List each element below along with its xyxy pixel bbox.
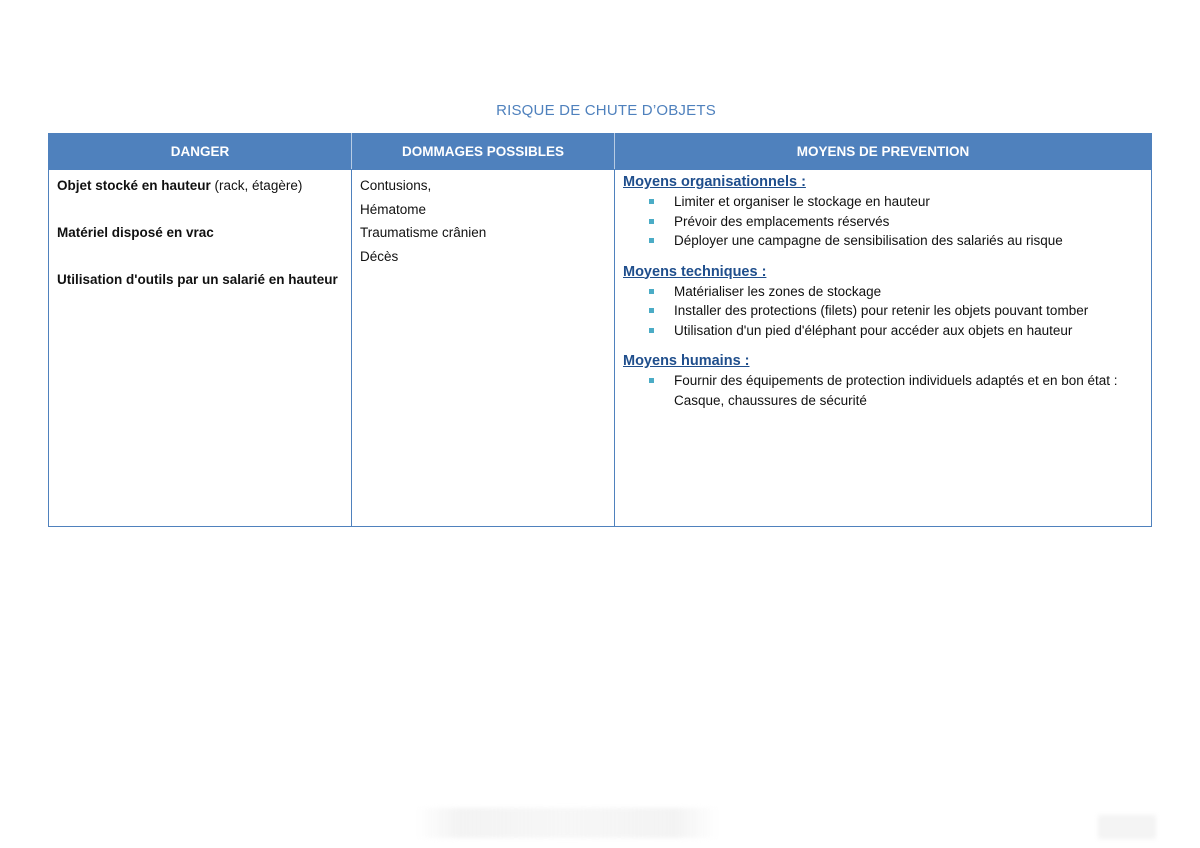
dommages-cell [352,170,615,527]
square-bullet-icon [649,328,654,333]
list-item [623,282,1143,302]
square-bullet-icon [649,289,654,294]
list-item-text: Utilisation d'un pied d'éléphant pour accéder aux objets en hauteur [674,322,1073,338]
danger-cell [49,170,352,527]
danger-item [57,270,343,289]
list-item [623,231,1143,251]
page-title: RISQUE DE CHUTE D’OBJETS [496,102,716,119]
danger-item [57,223,343,242]
bullet-list [623,192,1143,251]
header-moyens: MOYENS DE PREVENTION [615,134,1152,170]
table-row [49,170,1152,527]
section-title: Moyens humains : [623,353,750,369]
list-item-text: Fournir des équipements de protection individuels adaptés et en bon état : Casque, chaussures de sécurité [674,373,1118,408]
dommage-item: Hématome [360,201,427,217]
list-item-text: Matérialiser les zones de stockage [674,283,882,299]
square-bullet-icon [649,238,654,243]
list-item-text: Déployer une campagne de sensibilisation des salariés au risque [674,233,1063,248]
footer-smudge [415,808,720,838]
section-title: Moyens techniques : [623,263,767,280]
list-item-text: Prévoir des emplacements réservés [674,213,890,229]
list-item-text: Installer des protections (filets) pour retenir les objets pouvant tomber [674,303,1089,318]
list-item-text: Limiter et organiser le stockage en hauteur [674,194,930,209]
dommage-item: Contusions, [360,178,432,193]
section-humains [623,352,1143,410]
list-item [623,212,1143,232]
list-item [623,301,1143,321]
footer-smudge [1098,815,1156,839]
list-item [623,371,1143,410]
section-techniques [623,263,1143,341]
list-item [623,321,1143,341]
danger-item-bold: Matériel disposé en vrac [57,225,214,240]
danger-item-bold: Objet stocké en hauteur [57,178,211,193]
dommage-item: Traumatisme crânien [360,225,487,240]
risk-table [48,133,1152,527]
bullet-list [623,371,1143,410]
list-item [623,192,1143,212]
header-danger: DANGER [49,134,352,170]
square-bullet-icon [649,199,654,204]
moyens-cell [615,170,1152,527]
bullet-list [623,282,1143,341]
dommage-item: Décès [360,248,399,264]
danger-item-detail: (rack, étagère) [210,178,303,193]
danger-item [57,176,343,195]
square-bullet-icon [649,378,654,383]
square-bullet-icon [649,219,654,224]
section-organisationnels [623,173,1143,251]
square-bullet-icon [649,308,654,313]
danger-item-bold: Utilisation d'outils par un salarié en hauteur [57,272,338,287]
header-dommages: DOMMAGES POSSIBLES [352,134,615,170]
section-title: Moyens organisationnels : [623,174,806,190]
table-header-row [49,134,1152,170]
